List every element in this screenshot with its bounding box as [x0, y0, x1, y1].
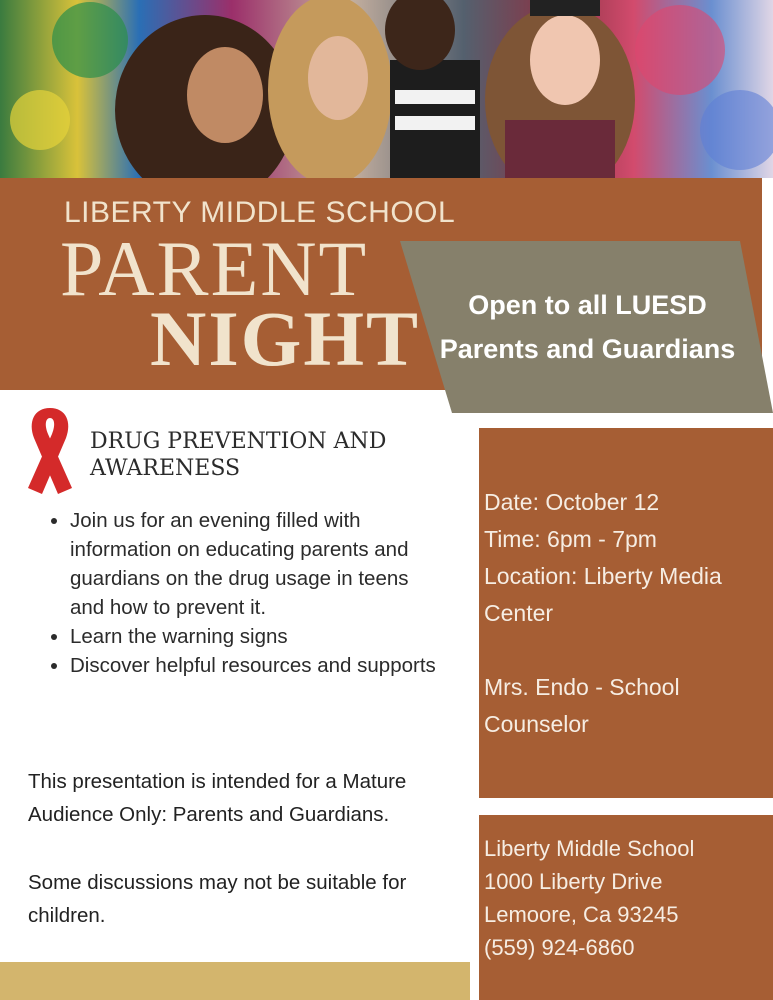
event-time: Time: 6pm - 7pm [484, 526, 657, 552]
audience-tag-text [430, 283, 745, 371]
address-phone: (559) 924-6860 [484, 935, 635, 960]
hero-photo [0, 0, 773, 178]
address-name: Liberty Middle School [484, 836, 695, 861]
school-address [484, 832, 764, 964]
awareness-ribbon-icon [22, 404, 78, 496]
title-night: NIGHT [150, 295, 421, 382]
bullet-item: • Join us for an evening filled with information on educating parents and guardians on the drug usage in teens and how to prevent it. [70, 506, 440, 622]
title-parent: PARENT [60, 225, 369, 312]
event-location: Location: Liberty Media Center [484, 563, 722, 626]
bottom-accent-bar [0, 962, 470, 1000]
address-city: Lemoore, Ca 93245 [484, 902, 679, 927]
section-heading-line-1: DRUG PREVENTION AND [90, 429, 387, 454]
audience-line-2: Parents and Guardians [439, 334, 736, 364]
school-name: LIBERTY MIDDLE SCHOOL [64, 196, 456, 229]
bullet-item: • Discover helpful resources and supports [70, 651, 440, 680]
event-contact: Mrs. Endo - School Counselor [484, 674, 680, 737]
bullet-list [40, 506, 440, 680]
section-heading-line-2: AWARENESS [90, 456, 241, 481]
event-details [484, 484, 764, 743]
mature-audience-note: This presentation is intended for a Mature Audience Only: Parents and Guardians. [28, 770, 407, 826]
bullet-item: • Learn the warning signs [70, 622, 440, 651]
hero-photo-people [0, 0, 773, 178]
suitability-note: Some discussions may not be suitable for children. [28, 871, 407, 927]
event-date: Date: October 12 [484, 489, 660, 515]
section-heading [90, 428, 440, 482]
address-street: 1000 Liberty Drive [484, 869, 663, 894]
audience-line-1: Open to all LUESD [468, 290, 707, 320]
